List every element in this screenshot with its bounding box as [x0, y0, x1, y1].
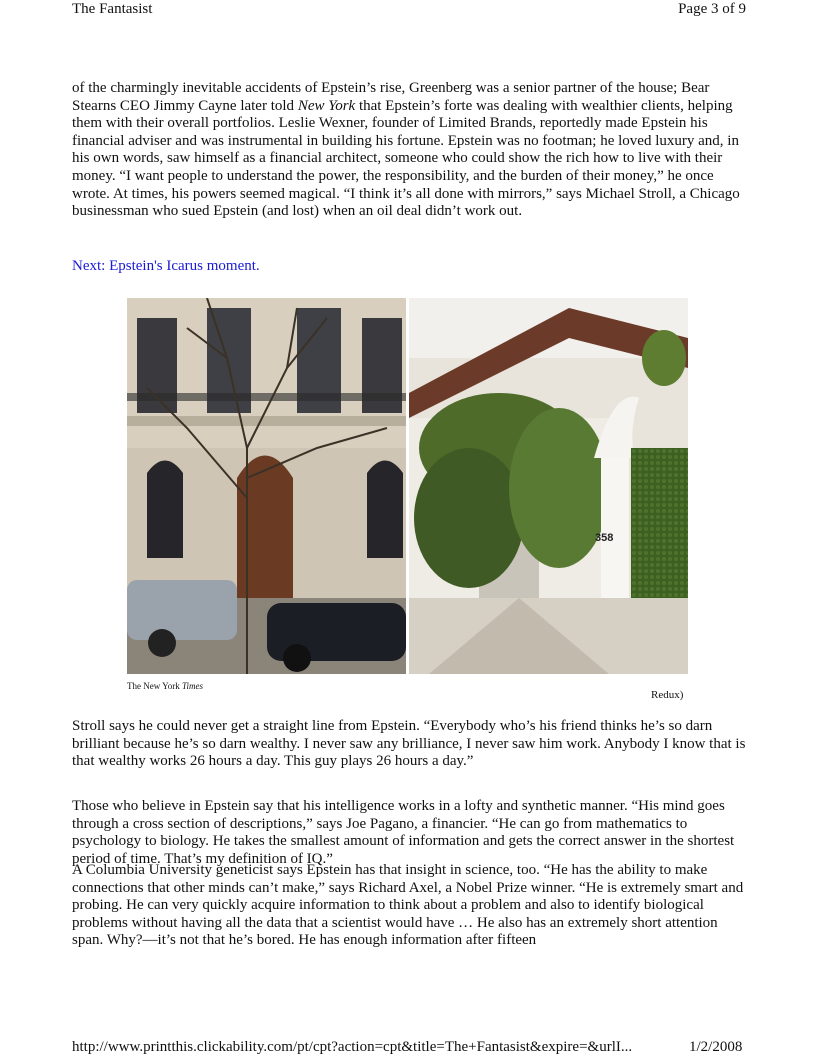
footer-date: 1/2/2008 — [689, 1039, 743, 1055]
article-paragraph-2: Stroll says he could never get a straight line from Epstein. “Everybody who’s his friend thinks he’s so darn brilliant because he’s so darn wealthy. I never saw any brilliance, I never saw him work. Anybody I know that is that wealthy works 26 hours a day. This guy plays 26 hours a day.” — [72, 718, 746, 770]
photo-caption-right: Redux) — [651, 689, 684, 701]
caption-italic: Times — [182, 681, 204, 691]
article-paragraph-4: A Columbia University geneticist says Epstein has that insight in science, too. “He has the ability to make connections that other minds can’t make,” says Richard Axel, a Nobel Prize winner. “He is extremely smart and probing. He can very quickly acquire information to think about a problem and also to identify biological problems without having all the data that a scientist would have … He also has an extremely short attention span. Why?—it’s not that he’s bored. He has enough information after fifteen — [72, 862, 744, 949]
page-header-title: The Fantasist — [72, 1, 153, 17]
paragraph-text: of the charmingly inevitable accidents of Epstein’s rise, Greenberg was a senior partner of the house; Bear Stearns CEO Jimmy Cayne later told — [72, 80, 710, 114]
next-page-link[interactable]: Next: Epstein's Icarus moment. — [72, 258, 260, 274]
house-number: 358 — [595, 532, 614, 544]
footer-url: http://www.printthis.clickability.com/pt/cpt?action=cpt&title=The+Fantasist&expire=&urlI... — [72, 1039, 633, 1055]
paragraph-text: that Epstein’s forte was dealing with wealthier clients, helping them with their overall portfolios. Leslie Wexner, founder of Limited Brands, reportedly made Epstein his financial adviser and was instrumental in building his fortune. Epstein was no footman; he loved luxury and, in his own words, saw himself as a financial architect, someone who could show the rich how to live with their money. “I want people to understand the power, the responsibility, and the burden of their money,” he once wrote. At times, his powers seemed magical. “I think it’s all done with mirrors,” says Michael Stroll, a Chicago businessman who sued Epstein (and lost) when an oil deal didn’t work out. — [72, 97, 740, 220]
mansion-photo — [409, 298, 688, 674]
article-paragraph-3: Those who believe in Epstein say that his intelligence works in a lofty and synthetic manner. “His mind goes through a cross section of descriptions,” says Joe Pagano, a financier. “He can go from mathematics to psychology to biology. He takes the smallest amount of information and gets the correct answer in the shortest period of time. That’s my definition of IQ.” — [72, 798, 735, 867]
magazine-name: New York — [297, 97, 356, 114]
caption-text: The New York — [127, 681, 182, 691]
article-paragraph-1 — [72, 80, 750, 221]
page-number: Page 3 of 9 — [678, 1, 746, 17]
townhouse-photo — [127, 298, 406, 674]
photo-caption-left — [127, 681, 203, 691]
